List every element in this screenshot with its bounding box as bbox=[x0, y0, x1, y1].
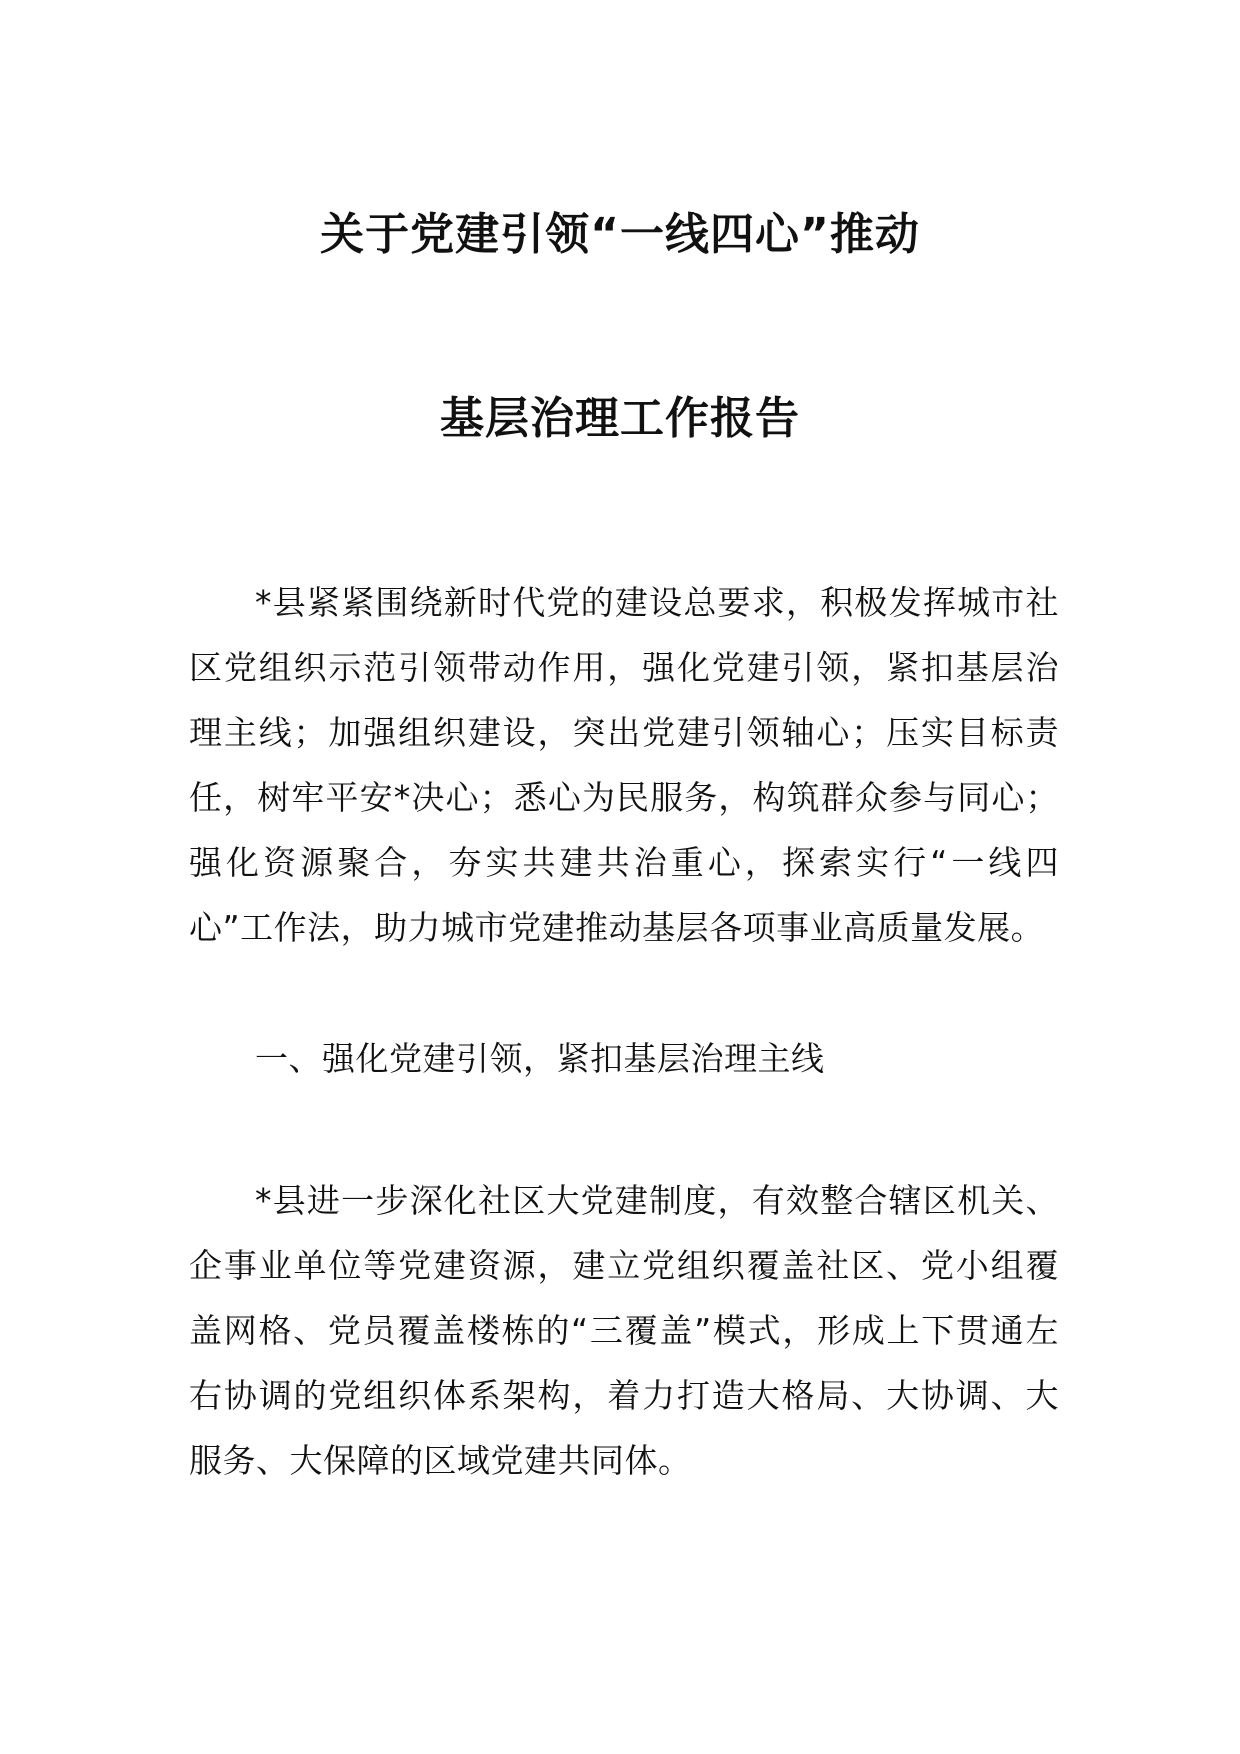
document-title-line-2: 基层治理工作报告 bbox=[440, 393, 800, 444]
section-1-paragraph: *县进一步深化社区大党建制度，有效整合辖区机关、企事业单位等党建资源，建立党组织覆盖社区、党小组覆盖网格、党员覆盖楼栋的“三覆盖”模式，形成上下贯通左右协调的党组织体系架构，着力打造大格局、大协调、大服务、大保障的区域党建共同体。 bbox=[189, 1181, 1059, 1480]
section-heading-1: 一、强化党建引领，紧扣基层治理主线 bbox=[255, 1039, 825, 1078]
intro-paragraph: *县紧紧围绕新时代党的建设总要求，积极发挥城市社区党组织示范引领带动作用，强化党建引领，紧扣基层治理主线；加强组织建设，突出党建引领轴心；压实目标责任，树牢平安*决心；悉心为民服务，构筑群众参与同心；强化资源聚合，夯实共建共治重心，探索实行“一线四心”工作法，助力城市党建推动基层各项事业高质量发展。 bbox=[189, 583, 1059, 947]
document-title-line-1: 关于党建引领“一线四心”推动 bbox=[320, 209, 920, 260]
